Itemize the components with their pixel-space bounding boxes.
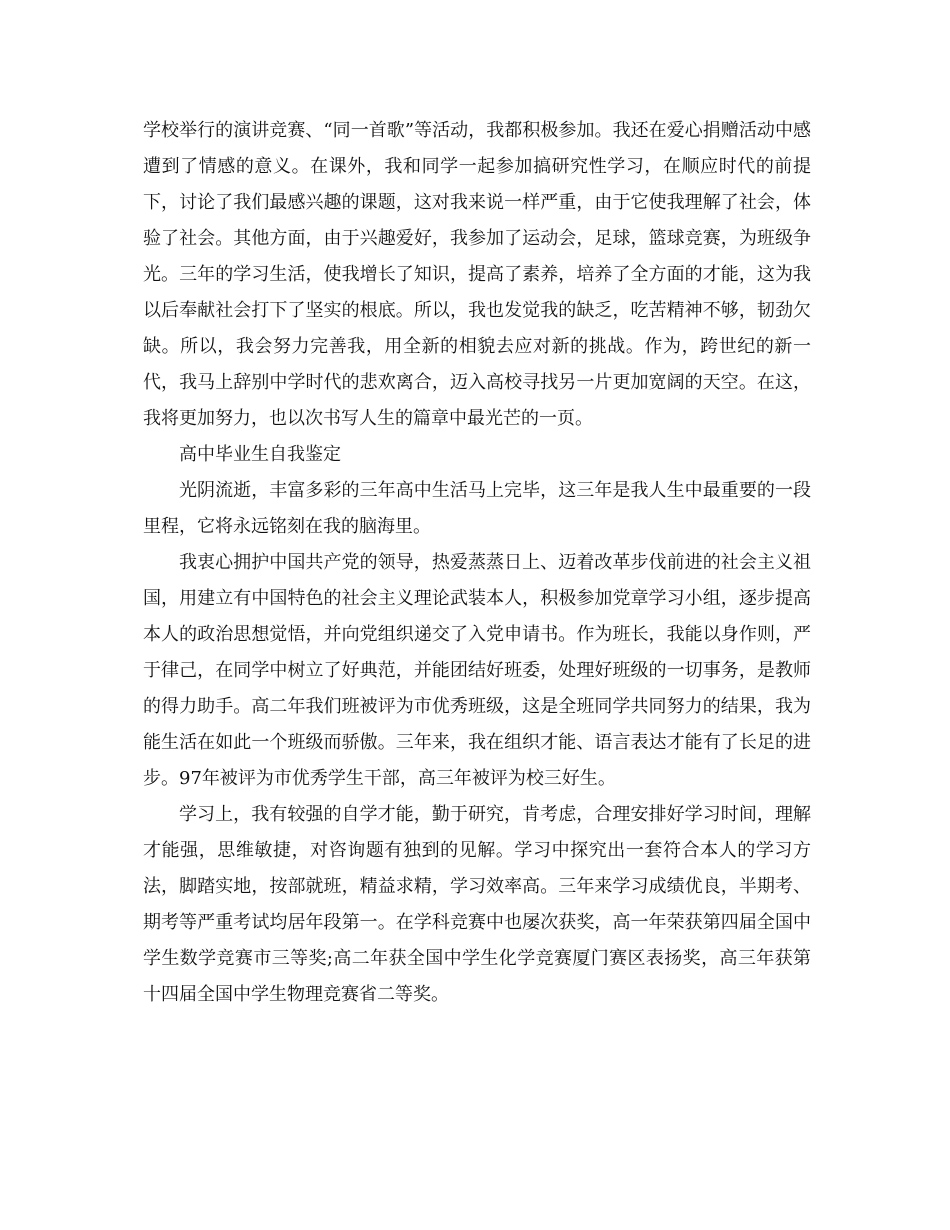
paragraph-continuation: 学校举行的演讲竞赛、“同一首歌”等活动，我都积极参加。我还在爱心捐赠活动中感遭到了情感的意义。在课外，我和同学一起参加搞研究性学习，在顺应时代的前提下，讨论了我们最感兴趣的课题，这对我来说一样严重，由于它使我理解了社会，体验了社会。其他方面，由于兴趣爱好，我参加了运动会，足球，篮球竞赛，为班级争光。三年的学习生活，使我增长了知识，提高了素养，培养了全方面的才能，这为我以后奉献社会打下了坚实的根底。所以，我也发觉我的缺乏，吃苦精神不够，韧劲欠缺。所以，我会努力完善我，用全新的相貌去应对新的挑战。作为，跨世纪的新一代，我马上辞别中学时代的悲欢离合，迈入高校寻找另一片更加宽阔的天空。在这，我将更加努力，也以次书写人生的篇章中最光芒的一页。 [143,120,811,429]
paragraph-political: 我衷心拥护中国共产党的领导，热爱蒸蒸日上、迈着改革步伐前进的社会主义祖国，用建立有中国特色的社会主义理论武装本人，积极参加党章学习小组，逐步提高本人的政治思想觉悟，并向党组织递交了入党申请书。作为班长，我能以身作则，严于律己，在同学中树立了好典范，并能团结好班委，处理好班级的一切事务，是教师的得力助手。高二年我们班被评为市优秀班级，这是全班同学共同努力的结果，我为能生活在如此一个班级而骄傲。三年来，我在组织才能、语言表达才能有了长足的进步。97年被评为市优秀学生干部，高三年被评为校三好生。 [143,552,811,789]
section-heading: 高中毕业生自我鉴定 [179,444,341,465]
paragraph-study: 学习上，我有较强的自学才能，勤于研究，肯考虑，合理安排好学习时间，理解才能强，思维敏捷，对咨询题有独到的见解。学习中探究出一套符合本人的学习方法，脚踏实地，按部就班，精益求精，学习效率高。三年来学习成绩优良，半期考、期考等严重考试均居年段第一。在学科竞赛中也屡次获奖，高一年荣获第四届全国中学生数学竞赛市三等奖;高二年获全国中学生化学竞赛厦门赛区表扬奖，高三年获第十四届全国中学生物理竞赛省二等奖。 [143,804,811,1005]
document-body [143,113,811,1013]
paragraph-intro: 光阴流逝，丰富多彩的三年高中生活马上完毕，这三年是我人生中最重要的一段里程，它将永远铭刻在我的脑海里。 [143,480,811,537]
